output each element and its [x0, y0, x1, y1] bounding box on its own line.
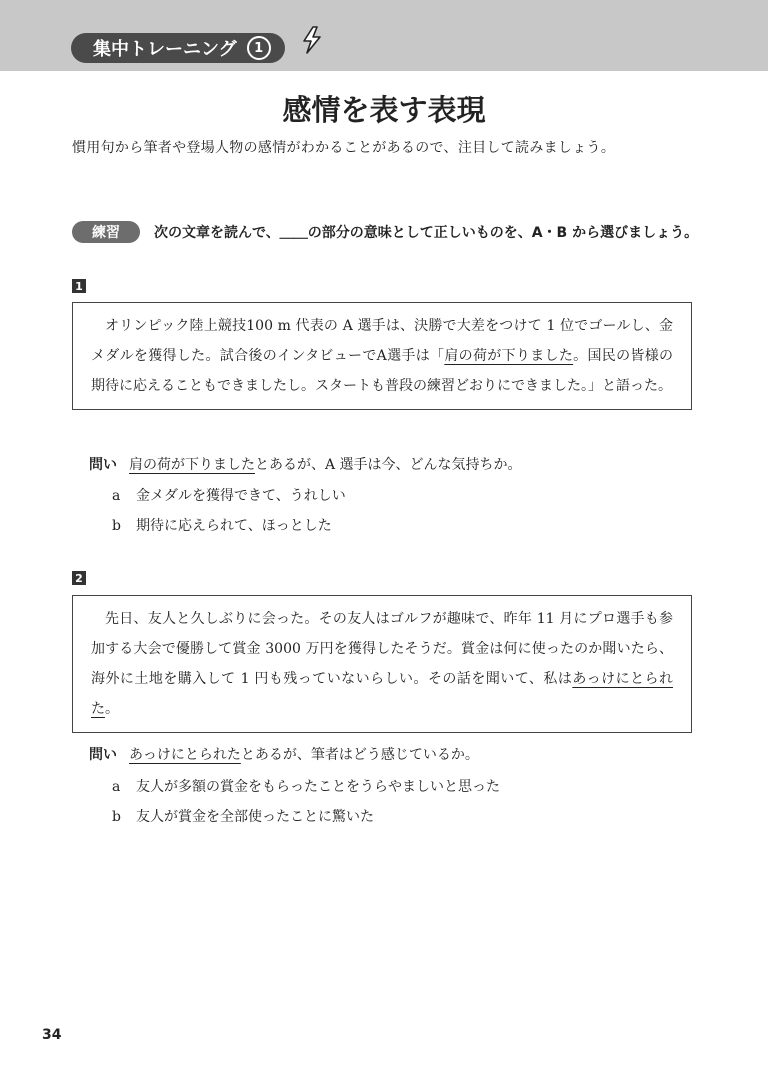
question-2-passage — [72, 595, 692, 733]
practice-instruction: 次の文章を読んで、＿＿の部分の意味として正しいものを、A・B から選びましょう。 — [154, 225, 699, 241]
question-1-option-b[interactable] — [112, 515, 332, 535]
question-2-number: 2 — [72, 571, 86, 585]
ask-underlined: 肩の荷が下りました — [129, 457, 255, 473]
question-1-passage — [72, 302, 692, 410]
underlined-phrase: あっけにとられた — [91, 671, 673, 717]
option-key: b — [112, 518, 121, 534]
passage-text: オリンピック陸上競技100 m 代表の A 選手は、決勝で大差をつけて 1 位でゴールし、金メダルを獲得した。試合後のインタビューでA選手は「 — [91, 318, 673, 364]
intro-text: 慣用句から筆者や登場人物の感情がわかることがあるので、注目して読みましょう。 — [72, 140, 616, 156]
section-label: 集中トレーニング — [93, 39, 237, 60]
question-2-ask — [89, 744, 479, 764]
passage-text: 先日、友人と久しぶりに会った。その友人はゴルフが趣味で、昨年 11 月にプロ選手も参加する大会で優勝して賞金 3000 万円を獲得したそうだ。賞金は何に使ったのか聞いたら、海外に土地を購入して 1 円も残っていないらしい。その話を聞いて、私は — [91, 611, 673, 687]
question-1-option-a[interactable] — [112, 485, 346, 505]
option-text: 期待に応えられて、ほっとした — [136, 518, 332, 534]
page-title: 感情を表す表現 — [282, 93, 486, 127]
ask-text: とあるが、筆者はどう感じているか。 — [240, 747, 479, 763]
question-1-ask — [89, 454, 522, 474]
section-number: 1 — [247, 36, 271, 60]
option-key: b — [112, 809, 121, 825]
option-text: 友人が賞金を全部使ったことに驚いた — [136, 809, 374, 825]
practice-badge: 練習 — [72, 221, 140, 243]
practice-header — [72, 221, 698, 243]
option-text: 金メダルを獲得できて、うれしい — [136, 488, 346, 504]
option-key: a — [112, 488, 121, 504]
ask-label: 問い — [89, 747, 117, 763]
question-2-option-a[interactable] — [112, 776, 500, 796]
option-key: a — [112, 779, 121, 795]
option-text: 友人が多額の賞金をもらったことをうらやましいと思った — [136, 779, 500, 795]
ask-label: 問い — [89, 457, 117, 473]
section-label-pill — [71, 33, 285, 63]
question-1-number: 1 — [72, 279, 86, 293]
passage-text: 。国民の皆様の期待に応えることもできましたし。スタートも普段の練習どおりにできました。」と語った。 — [91, 348, 674, 394]
underlined-phrase: 肩の荷が下りました — [444, 348, 574, 364]
ask-underlined: あっけにとられた — [129, 747, 241, 763]
passage-text: 。 — [105, 701, 119, 717]
ask-text: とあるが、A 選手は今、どんな気持ちか。 — [255, 457, 522, 473]
question-2-option-b[interactable] — [112, 806, 374, 826]
lightning-bolt-icon — [300, 26, 324, 54]
page-number: 34 — [42, 1027, 62, 1043]
